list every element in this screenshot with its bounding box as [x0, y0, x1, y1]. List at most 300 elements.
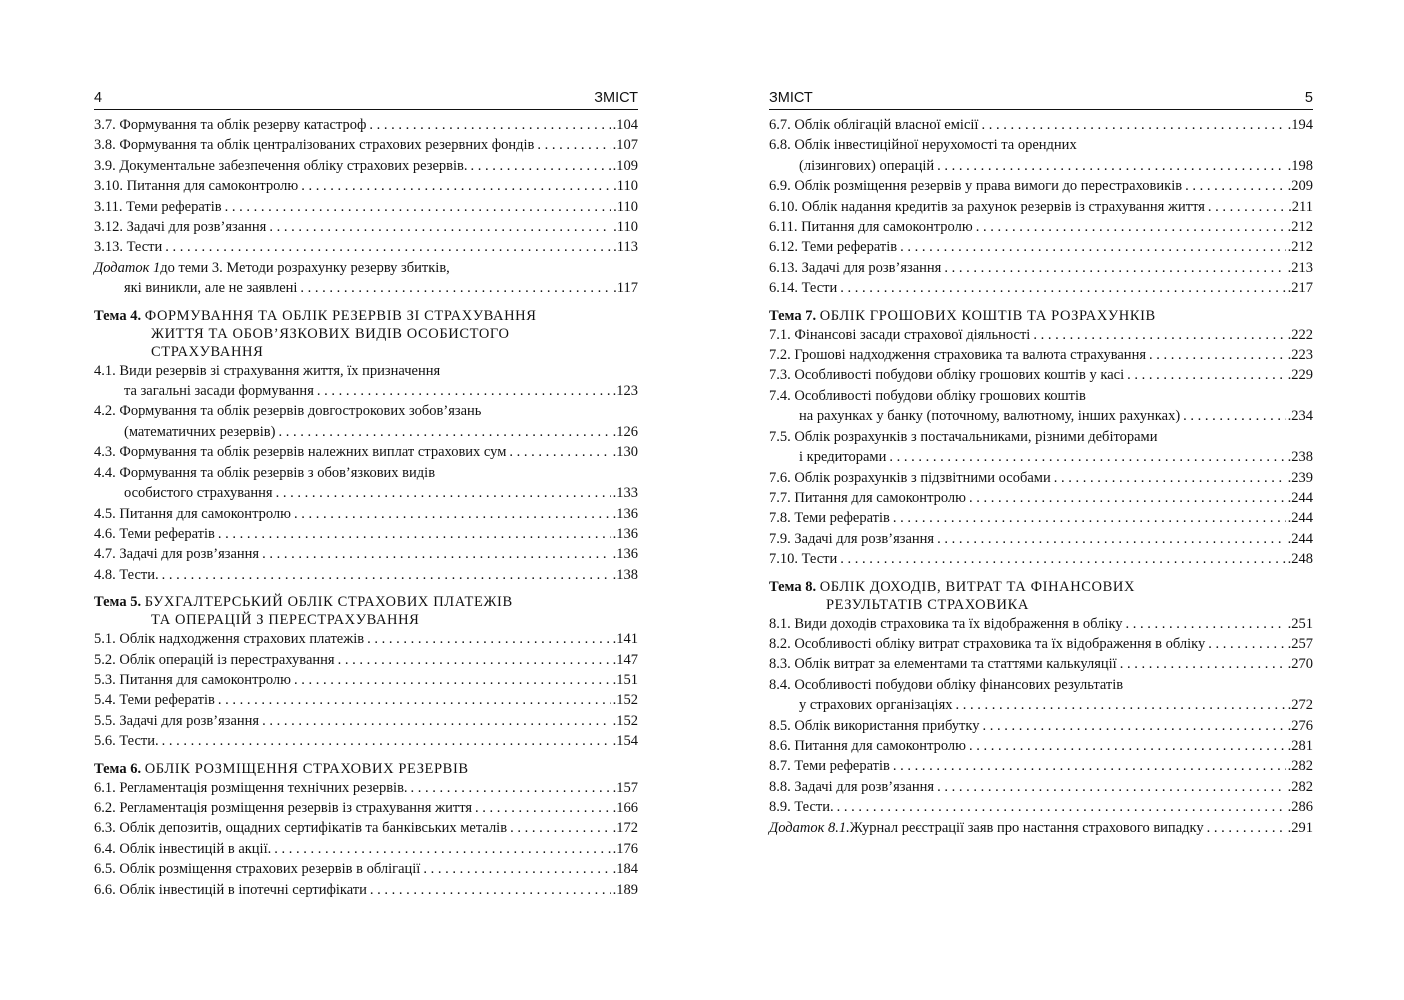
toc-entry-line — [769, 736, 1313, 756]
toc-entry — [94, 670, 638, 690]
toc-entry-title: 8.9. Тести. — [769, 799, 834, 816]
toc-entry-line — [769, 115, 1313, 135]
toc-entry-line — [94, 237, 638, 257]
toc-entry — [94, 818, 638, 838]
toc-page-number: .291 — [1287, 819, 1313, 836]
toc-page-number: .152 — [612, 712, 638, 729]
leader-dots — [506, 442, 610, 462]
toc-entry — [769, 345, 1313, 365]
toc-page-number: .172 — [612, 820, 638, 837]
toc-entry-line — [769, 217, 1313, 237]
toc-page-number: .141 — [612, 631, 638, 648]
toc-page-number: .136 — [612, 525, 638, 542]
toc-entry — [94, 135, 638, 155]
leader-dots — [534, 135, 610, 155]
leader-dots — [297, 278, 611, 298]
toc-entry-line — [769, 756, 1313, 776]
leader-dots — [890, 756, 1286, 776]
toc-entry — [94, 504, 638, 524]
toc-entry-line — [769, 258, 1313, 278]
toc-entry — [94, 524, 638, 544]
leader-dots — [886, 447, 1285, 467]
toc-entry-title: 6.12. Теми рефератів — [769, 239, 898, 256]
page-number: 5 — [1304, 90, 1313, 106]
toc-entry-line — [94, 197, 638, 217]
leader-dots — [266, 217, 611, 237]
toc-page-number: .107 — [612, 137, 638, 154]
topic-title: ОБЛІК ДОХОДІВ, ВИТРАТ ТА ФІНАНСОВИХ — [819, 578, 1136, 595]
page-number: 4 — [94, 90, 103, 106]
toc-entry — [769, 508, 1313, 528]
toc-entry — [769, 217, 1313, 237]
left-page — [94, 88, 638, 900]
toc-entry-title: 6.14. Тести — [769, 280, 838, 297]
toc-entry-line — [769, 325, 1313, 345]
toc-page-number: .282 — [1287, 758, 1313, 775]
toc-entry — [94, 798, 638, 818]
toc-entry — [769, 529, 1313, 549]
toc-entry-line — [769, 797, 1313, 817]
leader-dots — [259, 711, 611, 731]
leader-dots — [890, 508, 1286, 528]
toc-entry-line — [94, 818, 638, 838]
leader-dots — [276, 422, 611, 442]
toc-entry — [769, 386, 1313, 427]
leader-dots — [897, 237, 1285, 257]
topic-heading — [94, 760, 638, 778]
leader-dots — [1205, 634, 1285, 654]
leader-dots — [1123, 614, 1286, 634]
toc-page-number: .176 — [612, 840, 638, 857]
toc-entry-line — [769, 777, 1313, 797]
toc-page-number: .136 — [612, 546, 638, 563]
leader-dots — [366, 115, 610, 135]
toc-entry-title: 3.9. Документальне забезпечення обліку страхових резервів. — [94, 157, 468, 174]
toc-entry-title: та загальні засади формування — [124, 383, 314, 400]
topic-label: Тема 7. — [769, 307, 817, 324]
leader-dots — [1180, 406, 1285, 426]
toc-page-number: .209 — [1287, 178, 1313, 195]
leader-dots — [335, 650, 611, 670]
toc-entry-title: які виникли, але не заявлені — [124, 280, 298, 297]
toc-entry — [94, 690, 638, 710]
toc-entry-title: і кредиторами — [799, 449, 887, 466]
toc-entry-line — [94, 711, 638, 731]
toc-entry-line — [94, 278, 638, 298]
toc-entry — [769, 176, 1313, 196]
topic-label: Тема 8. — [769, 578, 817, 595]
toc-entry-title: 6.8. Облік інвестиційної нерухомості та орендних — [769, 137, 1077, 154]
toc-entry — [94, 731, 638, 751]
topic-heading-line — [94, 611, 638, 629]
topic-heading-line — [94, 593, 638, 611]
toc-entry-title: 6.11. Питання для самоконтролю — [769, 219, 973, 236]
topic-heading-line — [94, 343, 638, 361]
toc-entry — [94, 176, 638, 196]
toc-entry-title: до теми 3. Методи розрахунку резерву збитків, — [160, 259, 450, 276]
toc-entry-line — [769, 278, 1313, 298]
leader-dots — [159, 731, 611, 751]
toc-entry-title: 6.10. Облік надання кредитів за рахунок резервів із страхування життя — [769, 198, 1205, 215]
toc-entry-title: 7.6. Облік розрахунків з підзвітними особами — [769, 469, 1051, 486]
leader-dots — [1051, 468, 1286, 488]
toc-entry-line — [769, 386, 1313, 406]
toc-entry-line — [769, 197, 1313, 217]
toc-entry-title: 6.5. Облік розміщення страхових резервів в облігації — [94, 861, 421, 878]
toc-entry-line — [769, 427, 1313, 447]
leader-dots — [1124, 365, 1286, 385]
running-head — [94, 88, 638, 110]
toc-page-number: .138 — [612, 566, 638, 583]
toc-entry-line — [769, 614, 1313, 634]
toc-entry-line — [94, 422, 638, 442]
toc-entry — [769, 237, 1313, 257]
toc-entry — [769, 115, 1313, 135]
toc-entry-title: 4.2. Формування та облік резервів довгострокових зобов’язань — [94, 403, 482, 420]
leader-dots — [979, 716, 1285, 736]
toc-entry-title: 7.4. Особливості побудови обліку грошових коштів — [769, 387, 1086, 404]
leader-dots — [1205, 197, 1286, 217]
toc-entry — [769, 468, 1313, 488]
toc-entry — [769, 427, 1313, 468]
topic-title: ФОРМУВАННЯ ТА ОБЛІК РЕЗЕРВІВ ЗІ СТРАХУВАННЯ — [144, 307, 537, 324]
toc-entry-line — [94, 880, 638, 900]
toc-entry-title: 4.3. Формування та облік резервів належних виплат страхових сум — [94, 444, 507, 461]
toc-entry-title: 7.9. Задачі для розв’язання — [769, 530, 935, 547]
leader-dots — [952, 695, 1285, 715]
toc-page-number: .239 — [1287, 469, 1313, 486]
toc-entry-line — [94, 629, 638, 649]
toc-entry-line — [94, 156, 638, 176]
leader-dots — [364, 629, 610, 649]
leader-dots — [834, 797, 1286, 817]
leader-dots — [966, 488, 1286, 508]
toc-page-number: .133 — [612, 485, 638, 502]
toc-entry-line — [769, 716, 1313, 736]
toc-page-number: .222 — [1287, 326, 1313, 343]
toc-entry-title: Журнал реєстрації заяв про настання страхового випадку — [849, 819, 1204, 836]
toc-page-number: .282 — [1287, 778, 1313, 795]
toc-page-number: .213 — [1287, 259, 1313, 276]
toc-page-number: .198 — [1287, 157, 1313, 174]
toc-entry-title: 6.1. Регламентація розміщення технічних резервів. — [94, 779, 408, 796]
leader-dots — [1204, 818, 1286, 838]
toc-entry — [769, 614, 1313, 634]
toc-entry-title: у страхових організаціях — [799, 697, 953, 714]
toc-entry-title: 8.5. Облік використання прибутку — [769, 717, 980, 734]
toc-entry-line — [769, 695, 1313, 715]
toc-entry — [94, 237, 638, 257]
toc-entry-title: 5.3. Питання для самоконтролю — [94, 671, 291, 688]
toc-entry — [769, 258, 1313, 278]
leader-dots — [291, 670, 611, 690]
topic-title: СТРАХУВАННЯ — [151, 343, 264, 360]
leader-dots — [271, 839, 610, 859]
toc-entry-line — [94, 217, 638, 237]
toc-page-number: .286 — [1287, 799, 1313, 816]
toc-entry-line — [769, 468, 1313, 488]
leader-dots — [298, 176, 611, 196]
toc-entry — [769, 818, 1313, 838]
topic-title: ОБЛІК РОЗМІЩЕННЯ СТРАХОВИХ РЕЗЕРВІВ — [144, 760, 469, 777]
leader-dots — [966, 736, 1286, 756]
toc-entry-title: 7.10. Тести — [769, 551, 838, 568]
toc-entry-line — [94, 839, 638, 859]
toc-entry-title: особистого страхування — [124, 485, 273, 502]
toc-page-number: .248 — [1287, 551, 1313, 568]
topic-heading — [94, 593, 638, 629]
toc-entry-title: 3.11. Теми рефератів — [94, 198, 222, 215]
toc-page-number: .212 — [1287, 219, 1313, 236]
topic-heading — [769, 307, 1313, 325]
toc-entry-line — [769, 156, 1313, 176]
toc-page-number: .104 — [612, 117, 638, 133]
toc-page-number: .211 — [1288, 198, 1313, 215]
toc-entry-line — [94, 258, 638, 278]
running-title: ЗМІСТ — [769, 90, 813, 106]
toc-entry-line — [769, 406, 1313, 426]
toc-entry-title: 7.7. Питання для самоконтролю — [769, 489, 966, 506]
toc-entry-title: 8.2. Особливості обліку витрат страховика та їх відображення в обліку — [769, 635, 1206, 652]
leader-dots — [273, 483, 611, 503]
toc-page-number: .244 — [1287, 489, 1313, 506]
topic-heading-line — [769, 578, 1313, 596]
toc-entry-line — [769, 345, 1313, 365]
toc-entry-title: на рахунках у банку (поточному, валютному, інших рахунках) — [799, 408, 1181, 425]
toc-entry — [94, 544, 638, 564]
toc-entry — [769, 634, 1313, 654]
leader-dots — [367, 880, 611, 900]
toc-entry-title: 6.9. Облік розміщення резервів у права вимоги до перестраховиків — [769, 178, 1183, 195]
toc-entry — [769, 278, 1313, 298]
toc-entry-title: 3.13. Тести — [94, 239, 163, 256]
toc-entry — [769, 325, 1313, 345]
leader-dots — [159, 565, 611, 585]
toc-entry-line — [94, 778, 638, 798]
toc-entry-title: (лізингових) операцій — [799, 157, 935, 174]
topic-heading-line — [94, 307, 638, 325]
toc-page-number: .276 — [1287, 717, 1313, 734]
toc-entry — [769, 675, 1313, 716]
leader-dots — [941, 258, 1285, 278]
toc-entry — [769, 488, 1313, 508]
leader-dots — [934, 529, 1286, 549]
toc-entry — [94, 463, 638, 504]
leader-dots — [215, 524, 611, 544]
toc-page-number: .244 — [1287, 510, 1313, 527]
toc-entry-title: 6.6. Облік інвестицій в іпотечні сертифікати — [94, 881, 367, 898]
toc-entry — [769, 736, 1313, 756]
toc-page-number: .147 — [612, 651, 638, 668]
toc-entry — [769, 756, 1313, 776]
topic-title: РЕЗУЛЬТАТІВ СТРАХОВИКА — [826, 596, 1029, 613]
leader-dots — [1117, 654, 1286, 674]
toc-page-number: .130 — [612, 444, 638, 461]
toc-page-number: .157 — [612, 779, 638, 796]
topic-label: Тема 5. — [94, 594, 142, 611]
toc-entry-line — [94, 650, 638, 670]
toc-entry-title: 8.7. Теми рефератів — [769, 758, 890, 775]
toc-entry — [769, 797, 1313, 817]
toc-page-number: .234 — [1287, 408, 1313, 425]
toc-entry-line — [94, 544, 638, 564]
toc-entry — [769, 365, 1313, 385]
toc-page-number: .244 — [1287, 530, 1313, 547]
toc-page-number: .251 — [1287, 615, 1313, 632]
toc-entry-title: 4.8. Тести. — [94, 566, 159, 583]
leader-dots — [222, 197, 612, 217]
toc-page-number: .110 — [613, 198, 638, 215]
leader-dots — [472, 798, 611, 818]
toc-entry-title: 8.6. Питання для самоконтролю — [769, 737, 966, 754]
toc-entry-line — [94, 504, 638, 524]
leader-dots — [314, 381, 611, 401]
leader-dots — [408, 778, 611, 798]
toc-entry — [769, 777, 1313, 797]
toc-entry-title: 4.1. Види резервів зі страхування життя, їх призначення — [94, 362, 441, 379]
toc-entry-line — [94, 524, 638, 544]
leader-dots — [1146, 345, 1286, 365]
toc-entry-line — [94, 690, 638, 710]
leader-dots — [837, 278, 1285, 298]
toc-entry-title: 7.2. Грошові надходження страховика та валюта страхування — [769, 347, 1146, 364]
toc-page-number: .257 — [1287, 635, 1313, 652]
topic-label: Тема 6. — [94, 760, 142, 777]
leader-dots — [215, 690, 611, 710]
toc-page-number: .151 — [612, 671, 638, 688]
toc-entry — [94, 778, 638, 798]
toc-page-number: .184 — [612, 861, 638, 878]
toc-entry-title: 6.13. Задачі для розв’язання — [769, 259, 942, 276]
toc-entry-title: 4.6. Теми рефератів — [94, 525, 215, 542]
toc-entry-title: 6.3. Облік депозитів, ощадних сертифікатів та банківських металів — [94, 820, 508, 837]
toc-entry-line — [769, 135, 1313, 155]
toc-entry-line — [94, 670, 638, 690]
toc-entry-title: 4.5. Питання для самоконтролю — [94, 505, 291, 522]
toc-entry-title: 8.3. Облік витрат за елементами та статтями калькуляції — [769, 656, 1117, 673]
toc-entry — [94, 711, 638, 731]
toc-page-number: .109 — [612, 157, 638, 174]
toc-entry — [94, 565, 638, 585]
toc-entry-line — [769, 508, 1313, 528]
appendix-label: Додаток 1 — [94, 259, 161, 276]
toc-entry-title: 4.7. Задачі для розв’язання — [94, 546, 260, 563]
topic-title: ОБЛІК ГРОШОВИХ КОШТІВ ТА РОЗРАХУНКІВ — [819, 307, 1156, 324]
toc-entry-title: 5.6. Тести. — [94, 733, 159, 750]
toc-entry-line — [94, 483, 638, 503]
toc-entry — [94, 839, 638, 859]
leader-dots — [420, 859, 610, 879]
toc-entry — [769, 549, 1313, 569]
toc-entry-line — [94, 381, 638, 401]
toc-entry-title: 7.1. Фінансові засади страхової діяльності — [769, 326, 1031, 343]
right-page — [769, 88, 1313, 838]
toc-page-number: .117 — [613, 280, 638, 297]
appendix-label: Додаток 8.1. — [769, 819, 850, 836]
toc-entry-title: 7.8. Теми рефератів — [769, 510, 890, 527]
toc-entry-title: 5.4. Теми рефератів — [94, 692, 215, 709]
toc-entry-line — [769, 634, 1313, 654]
leader-dots — [507, 818, 611, 838]
leader-dots — [973, 217, 1286, 237]
toc-entry-title: 5.1. Облік надходження страхових платежів — [94, 631, 365, 648]
toc-entry-title: 6.7. Облік облігацій власної емісії — [769, 117, 979, 133]
topic-title: ЖИТТЯ ТА ОБОВ’ЯЗКОВИХ ВИДІВ ОСОБИСТОГО — [151, 325, 510, 342]
leader-dots — [1030, 325, 1285, 345]
toc-entry — [94, 629, 638, 649]
toc-entry-title: 3.7. Формування та облік резерву катастроф — [94, 117, 367, 133]
toc-entry-line — [94, 361, 638, 381]
table-of-contents — [769, 115, 1313, 838]
leader-dots — [837, 549, 1285, 569]
toc-page-number: .272 — [1287, 697, 1313, 714]
toc-page-number: .194 — [1287, 117, 1313, 133]
toc-entry-line — [769, 176, 1313, 196]
toc-entry-line — [769, 365, 1313, 385]
toc-entry-line — [94, 859, 638, 879]
topic-heading-line — [94, 760, 638, 778]
toc-entry-line — [769, 675, 1313, 695]
toc-entry-line — [94, 442, 638, 462]
toc-entry-title: 5.2. Облік операцій із перестрахування — [94, 651, 335, 668]
toc-entry-line — [769, 818, 1313, 838]
toc-entry-title: 6.4. Облік інвестицій в акції. — [94, 840, 272, 857]
toc-entry-title: 3.10. Питання для самоконтролю — [94, 178, 299, 195]
toc-entry-line — [94, 798, 638, 818]
topic-heading-line — [769, 307, 1313, 325]
toc-entry-line — [94, 401, 638, 421]
toc-page-number: .110 — [613, 219, 638, 236]
toc-entry-line — [769, 237, 1313, 257]
toc-page-number: .281 — [1287, 737, 1313, 754]
toc-page-number: .238 — [1287, 449, 1313, 466]
toc-page-number: .154 — [612, 733, 638, 750]
leader-dots — [162, 237, 611, 257]
toc-entry — [94, 361, 638, 402]
toc-entry-line — [769, 447, 1313, 467]
toc-entry — [94, 859, 638, 879]
toc-entry — [94, 217, 638, 237]
leader-dots — [291, 504, 611, 524]
toc-page-number: .189 — [612, 881, 638, 898]
toc-page-number: .229 — [1287, 367, 1313, 384]
table-of-contents — [94, 115, 638, 900]
toc-entry — [769, 197, 1313, 217]
toc-entry-title: 7.3. Особливості побудови обліку грошових коштів у касі — [769, 367, 1125, 384]
toc-entry-title: 4.4. Формування та облік резервів з обов’язкових видів — [94, 464, 436, 481]
toc-page-number: .126 — [612, 423, 638, 440]
toc-entry — [769, 654, 1313, 674]
toc-page-number: .123 — [612, 383, 638, 400]
leader-dots — [934, 777, 1286, 797]
running-title: ЗМІСТ — [594, 90, 638, 106]
toc-page-number: .270 — [1287, 656, 1313, 673]
toc-entry-line — [94, 463, 638, 483]
toc-entry — [94, 401, 638, 442]
toc-entry — [94, 115, 638, 135]
leader-dots — [934, 156, 1285, 176]
toc-entry-line — [94, 115, 638, 135]
toc-entry-line — [94, 135, 638, 155]
toc-page-number: .166 — [612, 799, 638, 816]
leader-dots — [259, 544, 611, 564]
toc-page-number: .212 — [1287, 239, 1313, 256]
toc-entry-line — [769, 654, 1313, 674]
topic-label: Тема 4. — [94, 307, 142, 324]
toc-entry — [769, 716, 1313, 736]
toc-entry-title: 8.4. Особливості побудови обліку фінансових результатів — [769, 676, 1124, 693]
toc-page-number: .223 — [1287, 347, 1313, 364]
